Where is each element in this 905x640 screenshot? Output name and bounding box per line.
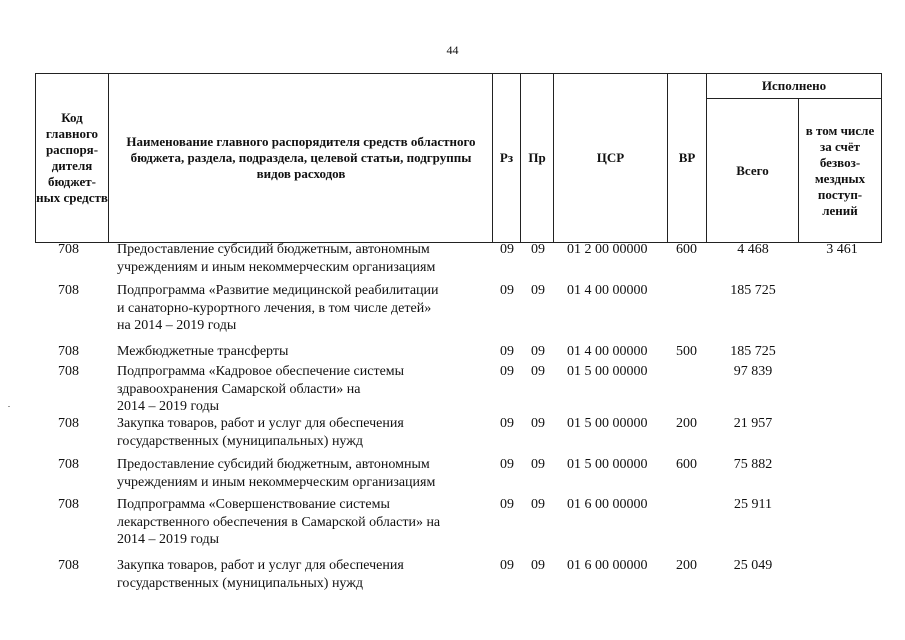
cell-total: 4 468 <box>737 242 769 257</box>
header-total: Всего <box>736 162 769 178</box>
cell-code: 708 <box>58 364 79 379</box>
cell-code: 708 <box>58 344 79 359</box>
cell-csr: 01 5 00 00000 <box>567 364 648 379</box>
cell-code: 708 <box>58 283 79 298</box>
header-csr: ЦСР <box>596 150 625 165</box>
cell-pr: 09 <box>531 558 545 573</box>
cell-pr: 09 <box>531 344 545 359</box>
cell-code: 708 <box>58 416 79 431</box>
cell-code: 708 <box>58 457 79 472</box>
cell-name: Подпрограмма «Развитие медицинской реабилитации и санаторно-курортного лечения, в том числе детей» на 2014 – 2019 годы <box>117 283 439 333</box>
cell-total: 21 957 <box>733 416 773 431</box>
cell-name: Закупка товаров, работ и услуг для обеспечения государственных (муниципальных) нужд <box>117 416 404 449</box>
cell-free: 3 461 <box>826 242 858 257</box>
cell-rz: 09 <box>500 242 514 257</box>
cell-vr: 200 <box>676 558 697 573</box>
cell-total: 97 839 <box>733 364 773 379</box>
page-number: 44 <box>446 43 459 57</box>
cell-name: Предоставление субсидий бюджетным, автономным учреждениям и иным некоммерческим организациям <box>117 242 436 275</box>
header-free: в том числе за счёт безвоз-мездных поступ-лений <box>805 122 875 218</box>
cell-name: Межбюджетные трансферты <box>117 344 289 359</box>
cell-pr: 09 <box>531 457 545 472</box>
cell-name: Закупка товаров, работ и услуг для обеспечения государственных (муниципальных) нужд <box>117 558 404 591</box>
cell-pr: 09 <box>531 416 545 431</box>
header-executed: Исполнено <box>761 78 827 93</box>
cell-code: 708 <box>58 497 79 512</box>
cell-total: 75 882 <box>733 457 773 472</box>
cell-pr: 09 <box>531 242 545 257</box>
cell-code: 708 <box>58 242 79 257</box>
header-name: Наименование главного распорядителя средств областного бюджета, раздела, подраздела, целевой статьи, подгруппы видов расходов <box>126 134 476 181</box>
cell-rz: 09 <box>500 457 514 472</box>
cell-vr: 500 <box>676 344 697 359</box>
cell-rz: 09 <box>500 283 514 298</box>
cell-name: Подпрограмма «Совершенствование системы лекарственного обеспечения в Самарской области» на 2014 – 2019 годы <box>117 497 441 547</box>
cell-csr: 01 6 00 00000 <box>567 558 648 573</box>
cell-csr: 01 6 00 00000 <box>567 497 648 512</box>
cell-rz: 09 <box>500 416 514 431</box>
cell-csr: 01 5 00 00000 <box>567 457 648 472</box>
cell-name: Предоставление субсидий бюджетным, автономным учреждениям и иным некоммерческим организациям <box>117 457 436 490</box>
cell-rz: 09 <box>500 558 514 573</box>
cell-rz: 09 <box>500 497 514 512</box>
cell-total: 25 049 <box>733 558 773 573</box>
cell-total: 25 911 <box>734 497 772 512</box>
header-vr: ВР <box>678 150 696 165</box>
cell-vr: 600 <box>676 457 697 472</box>
cell-csr: 01 4 00 00000 <box>567 283 648 298</box>
header-code: Код главного распоря-дителя бюджет-ных средств <box>36 110 108 205</box>
cell-total: 185 725 <box>730 344 776 359</box>
cell-csr: 01 2 00 00000 <box>567 242 648 257</box>
cell-pr: 09 <box>531 283 545 298</box>
cell-pr: 09 <box>531 497 545 512</box>
header-rz: Рз <box>499 150 514 165</box>
header-pr: Пр <box>528 150 546 165</box>
cell-rz: 09 <box>500 344 514 359</box>
cell-vr: 600 <box>676 242 697 257</box>
cell-csr: 01 5 00 00000 <box>567 416 648 431</box>
cell-code: 708 <box>58 558 79 573</box>
cell-rz: 09 <box>500 364 514 379</box>
cell-total: 185 725 <box>730 283 776 298</box>
cell-name: Подпрограмма «Кадровое обеспечение системы здравоохранения Самарской области» на 2014 – 2019 годы <box>117 364 405 414</box>
cell-pr: 09 <box>531 364 545 379</box>
scan-speck <box>8 406 10 407</box>
cell-csr: 01 4 00 00000 <box>567 344 648 359</box>
cell-vr: 200 <box>676 416 697 431</box>
